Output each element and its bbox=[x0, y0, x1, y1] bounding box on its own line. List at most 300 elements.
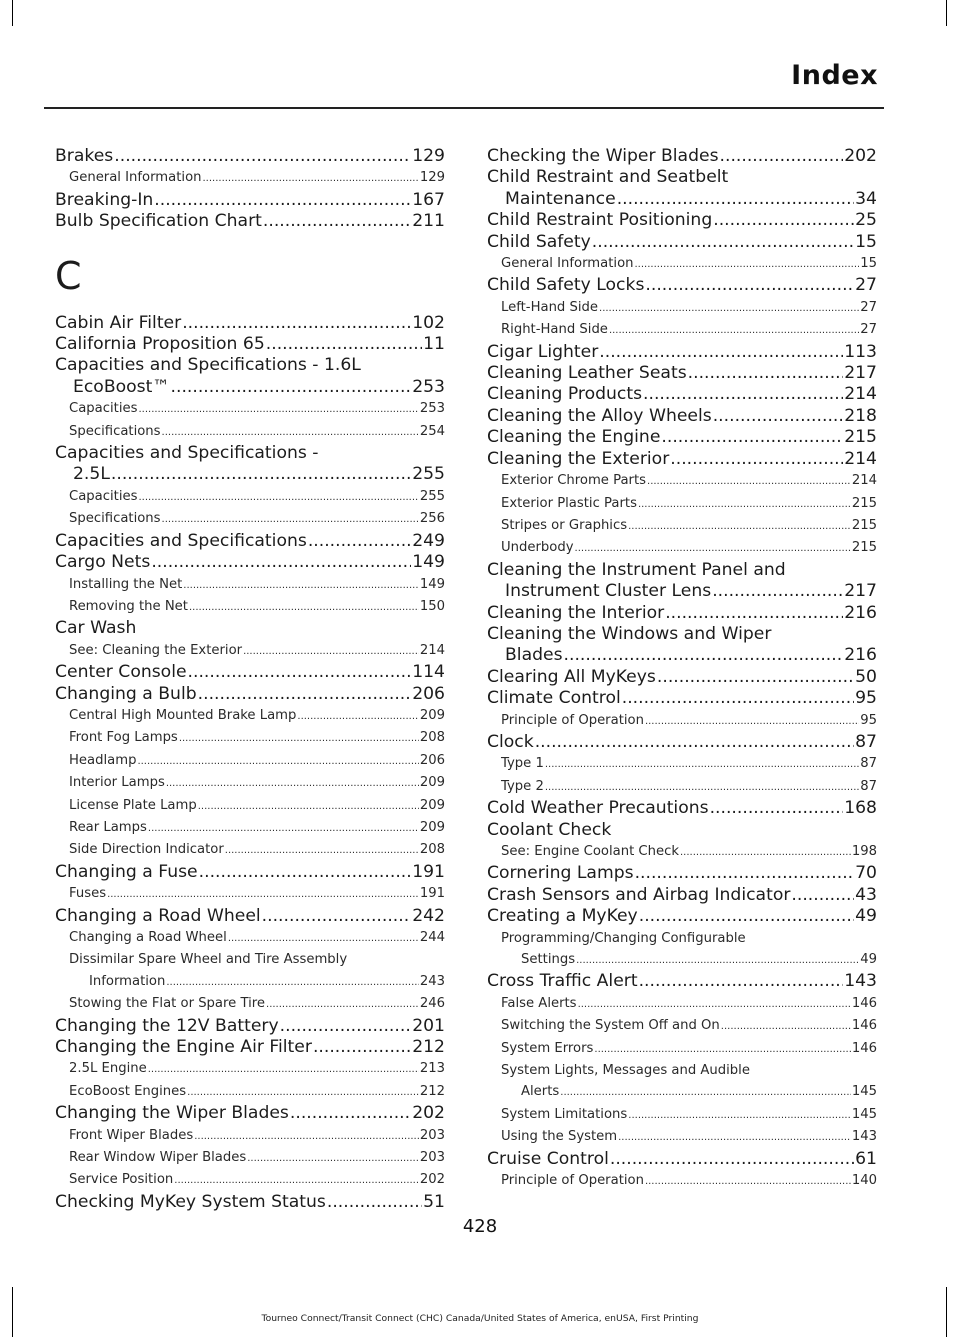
page-ref: 15 bbox=[855, 231, 877, 252]
entry-title: Front Fog Lamps bbox=[69, 730, 178, 746]
entry-row bbox=[501, 928, 877, 949]
entry-title: Brakes bbox=[55, 146, 114, 166]
entry-row bbox=[501, 493, 877, 515]
page-ref: 215 bbox=[844, 427, 877, 448]
index-subentry[interactable] bbox=[55, 795, 445, 817]
entry-title: Dissimilar Spare Wheel and Tire Assembly bbox=[69, 952, 348, 968]
dot-leader bbox=[710, 798, 844, 819]
entry-row bbox=[55, 684, 445, 705]
index-subentry[interactable] bbox=[55, 750, 445, 772]
entry-row bbox=[487, 732, 877, 753]
entry-row bbox=[69, 640, 445, 662]
dot-leader bbox=[791, 885, 854, 906]
dot-leader bbox=[182, 313, 411, 334]
entry-title: Installing the Net bbox=[69, 576, 183, 592]
entry-row-continued bbox=[69, 971, 445, 993]
entry-row bbox=[487, 275, 877, 296]
page-ref: 34 bbox=[855, 188, 877, 209]
dot-leader bbox=[280, 1016, 412, 1037]
index-entry[interactable] bbox=[55, 662, 445, 683]
header-rule bbox=[44, 107, 884, 109]
page-ref: 202 bbox=[419, 1172, 445, 1188]
dot-leader bbox=[680, 842, 851, 863]
index-entry[interactable] bbox=[55, 211, 445, 232]
index-subentry[interactable] bbox=[55, 486, 445, 508]
dot-leader bbox=[166, 773, 419, 794]
index-subentry[interactable] bbox=[487, 928, 877, 972]
dot-leader bbox=[162, 422, 419, 443]
page-ref: 87 bbox=[860, 778, 877, 794]
entry-title: Changing the Wiper Blades bbox=[55, 1103, 289, 1124]
index-subentry[interactable] bbox=[487, 1060, 877, 1104]
index-subentry[interactable] bbox=[487, 776, 877, 798]
page-ref: 215 bbox=[851, 540, 877, 556]
index-entry[interactable] bbox=[487, 275, 877, 296]
entry-row bbox=[55, 906, 445, 927]
index-subentry[interactable] bbox=[487, 319, 877, 341]
page-ref: 214 bbox=[851, 473, 877, 489]
index-entry[interactable] bbox=[487, 820, 877, 841]
entry-row bbox=[501, 841, 877, 863]
entry-title: Cross Traffic Alert bbox=[487, 971, 638, 992]
index-entry[interactable] bbox=[487, 732, 877, 753]
dot-leader bbox=[137, 751, 418, 772]
page-ref: 87 bbox=[860, 756, 877, 772]
entry-title: Programming/Changing Configurable bbox=[501, 930, 746, 946]
index-entry[interactable] bbox=[487, 906, 877, 927]
page-ref: 70 bbox=[855, 863, 877, 884]
entry-title: Clearing All MyKeys bbox=[487, 666, 656, 687]
page-ref: 27 bbox=[860, 322, 877, 338]
page-ref: 209 bbox=[419, 819, 445, 835]
page-ref: 202 bbox=[844, 146, 877, 166]
entry-row bbox=[487, 427, 877, 448]
dot-leader bbox=[183, 575, 419, 596]
index-subentry[interactable] bbox=[487, 470, 877, 492]
page-ref: 191 bbox=[419, 886, 445, 902]
index-subentry[interactable] bbox=[487, 841, 877, 863]
entry-title: Clock bbox=[487, 731, 534, 752]
entry-title: Front Wiper Blades bbox=[69, 1127, 194, 1143]
page-ref: 61 bbox=[855, 1148, 877, 1169]
entry-row bbox=[487, 667, 877, 688]
dot-leader bbox=[647, 471, 851, 492]
index-subentry[interactable] bbox=[55, 705, 445, 727]
index-entry[interactable] bbox=[487, 342, 877, 363]
entry-row-continued bbox=[55, 464, 445, 485]
page-ref: 27 bbox=[855, 275, 877, 296]
dot-leader bbox=[308, 531, 411, 552]
entry-row bbox=[487, 820, 877, 841]
entry-row bbox=[55, 211, 445, 232]
page-ref: 202 bbox=[412, 1103, 445, 1124]
index-entry[interactable] bbox=[487, 384, 877, 405]
dot-leader bbox=[114, 146, 411, 167]
entry-row bbox=[501, 1126, 877, 1148]
entry-title: Bulb Specification Chart bbox=[55, 211, 262, 232]
dot-leader bbox=[148, 1059, 419, 1080]
dot-leader bbox=[560, 1082, 851, 1103]
dot-leader bbox=[327, 1192, 422, 1213]
entry-row bbox=[69, 1147, 445, 1169]
index-subentry[interactable] bbox=[55, 1147, 445, 1169]
entry-row bbox=[55, 1037, 445, 1058]
footer-text: Tourneo Connect/Transit Connect (CHC) Canada/United States of America, enUSA, First Printing bbox=[261, 1313, 699, 1324]
entry-title: Side Direction Indicator bbox=[69, 842, 224, 858]
index-subentry[interactable] bbox=[487, 753, 877, 775]
index-subentry[interactable] bbox=[55, 574, 445, 596]
dot-leader bbox=[290, 1103, 411, 1124]
entry-title: Checking the Wiper Blades bbox=[487, 146, 719, 166]
entry-title-continued: EcoBoost™ bbox=[73, 376, 170, 397]
entry-title: Child Restraint Positioning bbox=[487, 210, 713, 231]
dot-leader bbox=[670, 449, 843, 470]
entry-title: Cruise Control bbox=[487, 1148, 609, 1169]
dot-leader bbox=[154, 190, 411, 211]
entry-row-continued bbox=[487, 581, 877, 602]
entry-title: General Information bbox=[69, 170, 202, 186]
index-entry[interactable] bbox=[55, 531, 445, 552]
entry-row bbox=[487, 560, 877, 581]
dot-leader bbox=[545, 777, 859, 798]
index-entry[interactable] bbox=[55, 684, 445, 705]
dot-leader bbox=[162, 509, 419, 530]
page-ref: 209 bbox=[419, 707, 445, 723]
page-ref: 129 bbox=[412, 146, 445, 166]
page-ref: 95 bbox=[855, 688, 877, 709]
entry-row bbox=[487, 885, 877, 906]
page-ref: 242 bbox=[412, 905, 445, 926]
entry-row bbox=[69, 949, 445, 970]
page-ref: 143 bbox=[844, 971, 877, 992]
index-subentry[interactable] bbox=[55, 640, 445, 662]
dot-leader bbox=[645, 1171, 851, 1192]
crop-mark-top-right bbox=[946, 0, 947, 26]
entry-row bbox=[501, 319, 877, 341]
index-subentry[interactable] bbox=[55, 727, 445, 749]
entry-title: Cleaning the Interior bbox=[487, 602, 665, 623]
dot-leader bbox=[575, 538, 851, 559]
crop-mark-top-left bbox=[12, 0, 13, 26]
entry-title: Cleaning the Instrument Panel and bbox=[487, 559, 786, 580]
dot-leader bbox=[313, 1037, 411, 1058]
index-entry[interactable] bbox=[487, 406, 877, 427]
page-ref: 212 bbox=[419, 1083, 445, 1099]
entry-row bbox=[55, 313, 445, 334]
entry-title: Climate Control bbox=[487, 688, 621, 709]
index-subentry[interactable] bbox=[487, 1038, 877, 1060]
entry-title-continued: Settings bbox=[521, 952, 576, 968]
page-ref: 255 bbox=[419, 488, 445, 504]
entry-title: Cornering Lamps bbox=[487, 863, 634, 884]
dot-leader bbox=[617, 189, 854, 210]
index-entry[interactable] bbox=[487, 449, 877, 470]
page-ref: 209 bbox=[419, 797, 445, 813]
page-ref: 49 bbox=[860, 952, 877, 968]
page-number: 428 bbox=[462, 1216, 498, 1237]
index-entry[interactable] bbox=[487, 560, 877, 603]
entry-title: Center Console bbox=[55, 662, 187, 683]
dot-leader bbox=[138, 487, 418, 508]
entry-title-continued: Blades bbox=[505, 645, 563, 666]
page-ref: 146 bbox=[851, 995, 877, 1011]
dot-leader bbox=[535, 732, 854, 753]
index-entry[interactable] bbox=[55, 906, 445, 927]
entry-row bbox=[501, 710, 877, 732]
dot-leader bbox=[720, 146, 844, 167]
entry-row bbox=[69, 1058, 445, 1080]
entry-title: Cleaning Leather Seats bbox=[487, 363, 687, 384]
page-ref: 206 bbox=[412, 683, 445, 704]
entry-title: Specifications bbox=[69, 511, 161, 527]
index-entry[interactable] bbox=[487, 363, 877, 384]
entry-row bbox=[69, 596, 445, 618]
index-entry[interactable] bbox=[487, 624, 877, 667]
entry-title: California Proposition 65 bbox=[55, 334, 265, 355]
index-subentry[interactable] bbox=[487, 1126, 877, 1148]
entry-row bbox=[487, 688, 877, 709]
entry-row bbox=[55, 662, 445, 683]
page-ref: 145 bbox=[851, 1106, 877, 1122]
entry-title: Cigar Lighter bbox=[487, 341, 599, 362]
entry-title: Child Safety Locks bbox=[487, 275, 645, 296]
index-entry[interactable] bbox=[487, 210, 877, 231]
page-ref: 246 bbox=[419, 996, 445, 1012]
index-entry[interactable] bbox=[55, 146, 445, 167]
dot-leader bbox=[187, 1082, 419, 1103]
entry-row bbox=[55, 1192, 445, 1213]
dot-leader bbox=[228, 928, 419, 949]
index-entry[interactable] bbox=[55, 618, 445, 639]
entry-row bbox=[55, 355, 445, 376]
entry-title: Principle of Operation bbox=[501, 1173, 644, 1189]
entry-title: 2.5L Engine bbox=[69, 1061, 147, 1077]
page-ref: 149 bbox=[412, 552, 445, 573]
page-ref: 146 bbox=[851, 1018, 877, 1034]
entry-title: Exterior Chrome Parts bbox=[501, 473, 647, 489]
index-entry[interactable] bbox=[487, 688, 877, 709]
entry-title: Stowing the Flat or Spare Tire bbox=[69, 996, 266, 1012]
entry-row bbox=[69, 167, 445, 189]
dot-leader bbox=[610, 1149, 854, 1170]
index-subentry[interactable] bbox=[487, 253, 877, 275]
dot-leader bbox=[545, 754, 859, 775]
index-subentry[interactable] bbox=[55, 421, 445, 443]
index-entry[interactable] bbox=[55, 862, 445, 883]
index-entry[interactable] bbox=[487, 798, 877, 819]
dot-leader bbox=[639, 906, 854, 927]
page-ref: 255 bbox=[412, 464, 445, 485]
dot-leader bbox=[111, 464, 411, 485]
index-subentry[interactable] bbox=[487, 1015, 877, 1037]
page-ref: 95 bbox=[860, 712, 877, 728]
page-ref: 215 bbox=[851, 495, 877, 511]
dot-leader bbox=[592, 232, 854, 253]
index-entry[interactable] bbox=[487, 1149, 877, 1170]
index-subentry[interactable] bbox=[55, 993, 445, 1015]
entry-row bbox=[69, 1081, 445, 1103]
entry-title: Child Safety bbox=[487, 231, 591, 252]
index-subentry[interactable] bbox=[487, 537, 877, 559]
entry-title: Capacities bbox=[69, 488, 138, 504]
index-subentry[interactable] bbox=[487, 1104, 877, 1126]
page-ref: 140 bbox=[851, 1173, 877, 1189]
entry-row-continued bbox=[501, 949, 877, 971]
page-ref: 114 bbox=[412, 662, 445, 683]
entry-row bbox=[487, 384, 877, 405]
entry-title: License Plate Lamp bbox=[69, 797, 197, 813]
page-ref: 216 bbox=[844, 602, 877, 623]
entry-title: Underbody bbox=[501, 540, 574, 556]
entry-title: Left-Hand Side bbox=[501, 299, 599, 315]
index-entry[interactable] bbox=[487, 971, 877, 992]
dot-leader bbox=[713, 210, 854, 231]
page-ref: 49 bbox=[855, 906, 877, 927]
entry-row bbox=[501, 470, 877, 492]
dot-leader bbox=[712, 581, 843, 602]
entry-row bbox=[501, 753, 877, 775]
dot-leader bbox=[243, 641, 419, 662]
page-ref: 43 bbox=[855, 884, 877, 905]
entry-row bbox=[55, 443, 445, 464]
index-entry[interactable] bbox=[487, 232, 877, 253]
page-ref: 203 bbox=[419, 1150, 445, 1166]
index-subentry[interactable] bbox=[55, 817, 445, 839]
index-subentry[interactable] bbox=[55, 949, 445, 993]
index-entry[interactable] bbox=[55, 355, 445, 398]
dot-leader bbox=[643, 384, 843, 405]
entry-row bbox=[487, 798, 877, 819]
dot-leader bbox=[628, 516, 851, 537]
index-entry[interactable] bbox=[55, 443, 445, 486]
dot-leader bbox=[638, 494, 851, 515]
index-entry[interactable] bbox=[487, 863, 877, 884]
dot-leader bbox=[639, 971, 844, 992]
index-subentry[interactable] bbox=[55, 772, 445, 794]
dot-leader bbox=[635, 863, 855, 884]
index-entry[interactable] bbox=[55, 313, 445, 334]
page-ref: 87 bbox=[855, 731, 877, 752]
index-entry[interactable] bbox=[55, 1192, 445, 1213]
entry-title: Cleaning the Exterior bbox=[487, 448, 670, 469]
entry-row bbox=[501, 1060, 877, 1081]
index-entry[interactable] bbox=[487, 167, 877, 210]
index-entry[interactable] bbox=[55, 190, 445, 211]
index-subentry[interactable] bbox=[55, 883, 445, 905]
index-subentry[interactable] bbox=[55, 1058, 445, 1080]
index-entry[interactable] bbox=[55, 1016, 445, 1037]
index-subentry[interactable] bbox=[55, 1081, 445, 1103]
index-subentry[interactable] bbox=[55, 596, 445, 618]
page-ref: 191 bbox=[412, 861, 445, 882]
dot-leader bbox=[609, 320, 859, 341]
entry-title: Switching the System Off and On bbox=[501, 1018, 720, 1034]
entry-title: Cleaning the Windows and Wiper bbox=[487, 623, 772, 644]
entry-row bbox=[501, 776, 877, 798]
entry-row bbox=[487, 167, 877, 188]
index-column-right bbox=[487, 146, 877, 1193]
entry-row bbox=[69, 705, 445, 727]
index-subentry[interactable] bbox=[487, 493, 877, 515]
index-subentry[interactable] bbox=[55, 508, 445, 530]
page-ref: 51 bbox=[423, 1191, 445, 1212]
entry-title: Capacities and Specifications - 1.6L bbox=[55, 355, 361, 376]
index-subentry[interactable] bbox=[55, 1125, 445, 1147]
dot-leader bbox=[657, 667, 854, 688]
entry-title: Checking MyKey System Status bbox=[55, 1191, 326, 1212]
dot-leader bbox=[266, 334, 422, 355]
page-ref: 208 bbox=[419, 842, 445, 858]
entry-row bbox=[501, 515, 877, 537]
page-ref: 168 bbox=[844, 798, 877, 819]
index-subentry[interactable] bbox=[487, 1170, 877, 1192]
index-entry[interactable] bbox=[55, 1103, 445, 1124]
index-entry[interactable] bbox=[487, 667, 877, 688]
dot-leader bbox=[148, 818, 419, 839]
index-entry[interactable] bbox=[487, 146, 877, 167]
index-entry[interactable] bbox=[487, 603, 877, 624]
index-subentry[interactable] bbox=[487, 297, 877, 319]
index-column-left bbox=[55, 146, 445, 1213]
entry-title: Specifications bbox=[69, 423, 161, 439]
entry-title: Changing the Engine Air Filter bbox=[55, 1037, 312, 1058]
entry-title: Headlamp bbox=[69, 752, 137, 768]
index-subentry[interactable] bbox=[487, 993, 877, 1015]
dot-leader bbox=[645, 711, 859, 732]
page-ref: 149 bbox=[419, 576, 445, 592]
entry-row-continued bbox=[487, 189, 877, 210]
entry-row bbox=[69, 486, 445, 508]
index-subentry[interactable] bbox=[55, 839, 445, 861]
dot-leader bbox=[179, 728, 419, 749]
index-subentry[interactable] bbox=[487, 515, 877, 537]
entry-title: Using the System bbox=[501, 1129, 618, 1145]
dot-leader bbox=[645, 275, 854, 296]
index-entry[interactable] bbox=[55, 552, 445, 573]
page-ref: 249 bbox=[412, 530, 445, 551]
entry-row bbox=[487, 210, 877, 231]
entry-title: Creating a MyKey bbox=[487, 906, 638, 927]
index-entry[interactable] bbox=[487, 885, 877, 906]
entry-row bbox=[487, 971, 877, 992]
entry-row bbox=[69, 398, 445, 420]
dot-leader bbox=[203, 168, 419, 189]
entry-row bbox=[501, 253, 877, 275]
entry-title: Cleaning Products bbox=[487, 384, 643, 405]
index-subentry[interactable] bbox=[55, 398, 445, 420]
page-ref: 215 bbox=[851, 517, 877, 533]
dot-leader bbox=[665, 603, 843, 624]
entry-title: System Limitations bbox=[501, 1106, 628, 1122]
entry-title: Cabin Air Filter bbox=[55, 312, 182, 333]
page-ref: 253 bbox=[412, 376, 445, 397]
index-subentry[interactable] bbox=[55, 1169, 445, 1191]
entry-row bbox=[55, 190, 445, 211]
dot-leader bbox=[225, 840, 419, 861]
page-ref: 150 bbox=[419, 598, 445, 614]
dot-leader bbox=[198, 796, 419, 817]
index-entry[interactable] bbox=[55, 334, 445, 355]
entry-title: Car Wash bbox=[55, 618, 137, 639]
dot-leader bbox=[661, 427, 843, 448]
dot-leader bbox=[578, 994, 851, 1015]
index-subentry[interactable] bbox=[55, 167, 445, 189]
index-entry[interactable] bbox=[487, 427, 877, 448]
index-entry[interactable] bbox=[55, 1037, 445, 1058]
index-subentry[interactable] bbox=[55, 927, 445, 949]
index-subentry[interactable] bbox=[487, 710, 877, 732]
page-ref: 214 bbox=[844, 384, 877, 405]
